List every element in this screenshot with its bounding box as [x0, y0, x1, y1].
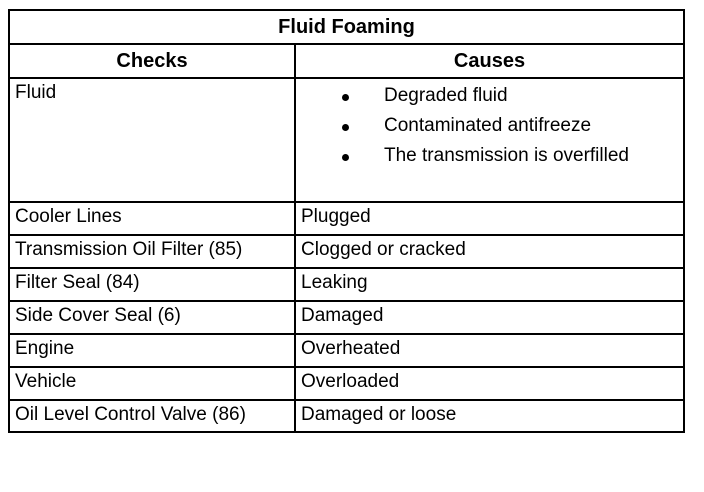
cause-cell: Plugged	[295, 202, 684, 235]
cause-text: Contaminated antifreeze	[384, 115, 592, 136]
list-item	[296, 115, 683, 145]
check-cell: Fluid	[9, 78, 295, 202]
cause-text: Degraded fluid	[384, 85, 508, 106]
table-row	[9, 400, 684, 432]
header-row	[9, 44, 684, 78]
cause-cell: Overheated	[295, 334, 684, 367]
table-row	[9, 235, 684, 268]
table-row	[9, 78, 684, 202]
check-cell: Cooler Lines	[9, 202, 295, 235]
cause-cell: Damaged	[295, 301, 684, 334]
table-row	[9, 301, 684, 334]
table-row	[9, 334, 684, 367]
bullet-icon	[342, 124, 349, 131]
causes-header: Causes	[295, 44, 684, 78]
check-cell: Oil Level Control Valve (86)	[9, 400, 295, 432]
check-cell: Side Cover Seal (6)	[9, 301, 295, 334]
check-cell: Transmission Oil Filter (85)	[9, 235, 295, 268]
cause-cell: Overloaded	[295, 367, 684, 400]
cause-text: The transmission is overfilled	[384, 145, 629, 166]
check-cell: Engine	[9, 334, 295, 367]
cause-cell: Damaged or loose	[295, 400, 684, 432]
table-row	[9, 268, 684, 301]
checks-header: Checks	[9, 44, 295, 78]
title-row	[9, 10, 684, 44]
cause-cell: Clogged or cracked	[295, 235, 684, 268]
bullet-icon	[342, 94, 349, 101]
table-row	[9, 202, 684, 235]
list-item	[296, 85, 683, 115]
list-item	[296, 145, 683, 175]
table-title: Fluid Foaming	[9, 10, 684, 44]
diagnostic-table	[8, 9, 685, 433]
table-row	[9, 367, 684, 400]
cause-list	[296, 79, 683, 175]
check-cell: Filter Seal (84)	[9, 268, 295, 301]
cause-cell: Leaking	[295, 268, 684, 301]
bullet-icon	[342, 154, 349, 161]
cause-cell	[295, 78, 684, 202]
check-cell: Vehicle	[9, 367, 295, 400]
